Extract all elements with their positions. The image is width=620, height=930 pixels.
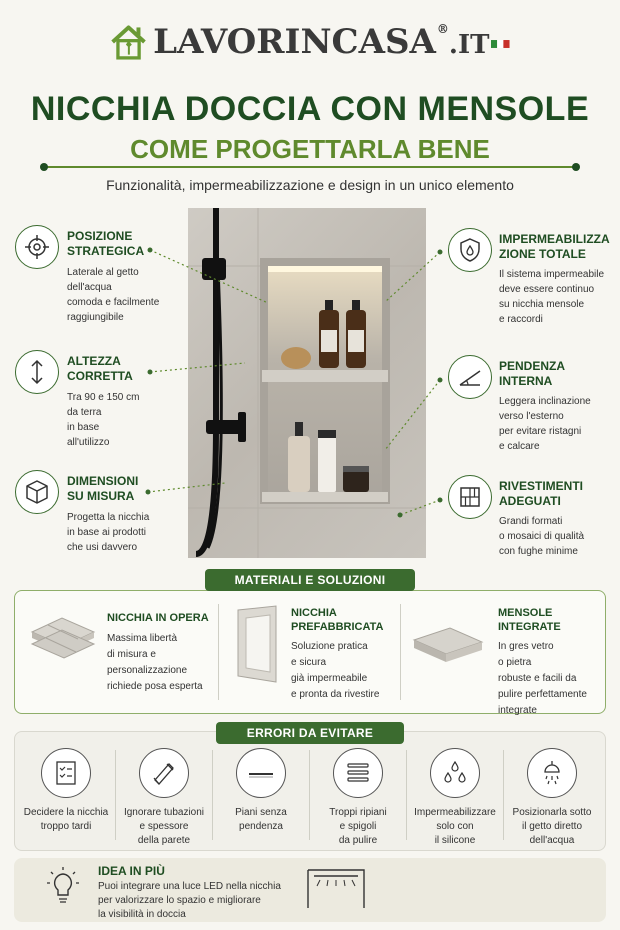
- divider: [218, 604, 219, 700]
- error-item: Decidere la nicchia troppo tardi: [18, 748, 114, 834]
- house-wrench-logo-icon: [110, 14, 147, 70]
- shield-drop-icon: [448, 228, 492, 272]
- material-in-opera: NICCHIA IN OPERA Massima libertà di misura e personalizzazione richiede posa esperta: [107, 612, 209, 692]
- integrated-shelf-icon: [412, 620, 484, 668]
- slope-icon: [448, 355, 492, 399]
- tiles-icon: [448, 475, 492, 519]
- page-tagline: Funzionalità, impermeabilizzazione e design in un unico elemento: [106, 177, 514, 193]
- error-item: Impermeabilizzare solo con il silicone: [407, 748, 503, 848]
- feature-waterproofing: [448, 228, 492, 272]
- shower-head-icon: [527, 748, 577, 798]
- feature-height-text: ALTEZZA CORRETTA Tra 90 e 150 cm da terra in base all'utilizzo: [67, 354, 140, 448]
- feature-tiles: [448, 475, 492, 519]
- material-integrated-shelves: MENSOLE INTEGRATE In gres vetro o pietra robuste e facili da pulire perfettamente integrate: [498, 607, 587, 716]
- led-niche-icon: [306, 868, 366, 910]
- italian-flag-icon: [491, 38, 510, 50]
- prefab-niche-icon: [234, 604, 280, 684]
- error-item: Troppi ripiani e spigoli da pulire: [310, 748, 406, 848]
- lightbulb-icon: [46, 866, 80, 908]
- stacked-shelves-icon: [333, 748, 383, 798]
- feature-slope: [448, 355, 492, 399]
- page-subtitle-title: COME PROGETTARLA BENE: [130, 134, 490, 164]
- feature-waterproofing-text: IMPERMEABILIZZA ZIONE TOTALE Il sistema impermeabile deve essere continuo su nicchia mensole e raccordi: [499, 232, 610, 325]
- pipe-icon: [139, 748, 189, 798]
- materials-heading: MATERIALI E SOLUZIONI: [205, 569, 415, 591]
- feature-tiles-text: RIVESTIMENTI ADEGUATI Grandi formati o mosaici di qualità con fughe minime: [499, 479, 585, 557]
- feature-size-text: DIMENSIONI SU MISURA Progetta la nicchia in base ai prodotti che usi davvero: [67, 474, 150, 553]
- checklist-icon: [41, 748, 91, 798]
- divider: [400, 604, 401, 700]
- divider-dot: [572, 163, 580, 171]
- material-prefabricated: NICCHIA PREFABBRICATA Soluzione pratica e sicura già impermeabile e pronta da rivestire: [291, 607, 384, 700]
- brand-logo: [110, 10, 510, 74]
- page-title: NICCHIA DOCCIA CON MENSOLE: [30, 90, 590, 128]
- tile-stack-icon: [28, 606, 98, 664]
- brand-name: LAVORINCASA®.IT: [153, 22, 490, 62]
- feature-position-text: POSIZIONE STRATEGICA Laterale al getto dell'acqua comoda e facilmente raggiungibile: [67, 229, 160, 323]
- error-item: Posizionarla sotto il getto diretto dell'acqua: [504, 748, 600, 848]
- error-item: Piani senza pendenza: [213, 748, 309, 834]
- divider-dot: [40, 163, 48, 171]
- water-drops-icon: [430, 748, 480, 798]
- errors-heading: ERRORI DA EVITARE: [216, 722, 404, 744]
- idea-content: IDEA IN PIÙ Puoi integrare una luce LED nella nicchia per valorizzare lo spazio e migliorare la visibilità in doccia: [98, 864, 281, 920]
- flat-shelf-icon: [236, 748, 286, 798]
- feature-slope-text: PENDENZA INTERNA Leggera inclinazione verso l'esterno per evitare ristagni e calcare: [499, 359, 591, 452]
- title-divider: [42, 166, 578, 168]
- error-item: Ignorare tubazioni e spessore della parete: [116, 748, 212, 848]
